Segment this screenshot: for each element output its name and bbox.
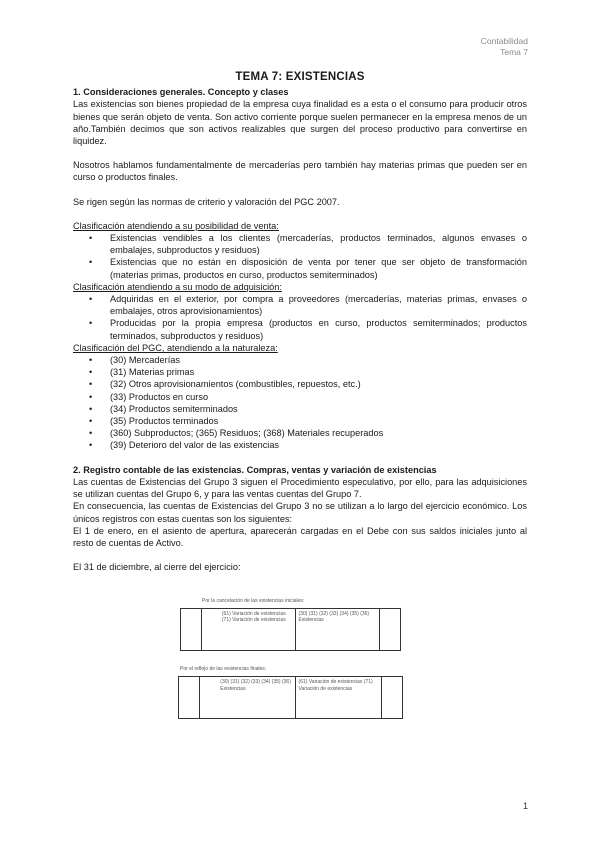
classification-acquisition-list: [73, 293, 527, 342]
list-item: • Existencias vendibles a los clientes (mercaderías, productos terminados, algunos envases o embalajes, subproductos y residuos): [73, 232, 527, 256]
classification-sale-title: Clasificación atendiendo a su posibilidad de venta:: [73, 220, 279, 231]
entry-credit: (61) Variación de existencias (71) Variación de existencias: [295, 677, 381, 719]
list-item: • (39) Deterioro del valor de las existencias: [73, 439, 527, 451]
entry-debit: (61) Variación de existencias (71) Variación de existencias: [201, 609, 295, 651]
classification-acquisition-title: Clasificación atendiendo a su modo de adquisición:: [73, 281, 282, 292]
classification-pgc-title: Clasificación del PGC, atendiendo a la naturaleza:: [73, 342, 278, 353]
journal-entries-figure: [180, 598, 420, 719]
entry-debit: (30) (31) (32) (33) (34) (35) (36) Existencias: [200, 677, 295, 719]
figure-caption-final: Por el reflejo de las existencias finales:: [180, 666, 267, 673]
page-number: 1: [522, 801, 528, 811]
section-2-paragraph-2: En consecuencia, las cuentas de Existencias del Grupo 3 no se utilizan a lo largo del ejercicio económico. Los únicos registros con estas cuentas son los siguientes:: [73, 501, 527, 524]
journal-entry-initial: [180, 608, 401, 651]
list-item: • (34) Productos semiterminados: [73, 403, 527, 415]
section-1-paragraph-2: Nosotros hablamos fundamentalmente de mercaderías pero también hay materias primas que pueden ser en curso o productos finales.: [73, 160, 527, 183]
section-2-paragraph-3: El 1 de enero, en el asiento de apertura, aparecerán cargadas en el Debe con sus saldos iniciales junto al resto de cuentas de Activo.: [73, 525, 527, 548]
journal-entry-final: [178, 676, 403, 719]
section-2-paragraph-4: El 31 de diciembre, al cierre del ejercicio:: [73, 562, 241, 573]
list-item: • (32) Otros aprovisionamientos (combustibles, repuestos, etc.): [73, 378, 527, 390]
list-item: • Producidas por la propia empresa (productos en curso, productos semiterminados; productos terminados, subproductos y residuos): [73, 317, 527, 341]
list-item: • (31) Materias primas: [73, 366, 527, 378]
list-item: • (35) Productos terminados: [73, 415, 527, 427]
list-item: • (33) Productos en curso: [73, 391, 527, 403]
section-2-paragraph-1: Las cuentas de Existencias del Grupo 3 siguen el Procedimiento especulativo, por ello, para las adquisiciones se utilizan cuentas del Grupo 6, y para las ventas cuentas del Grupo 7.: [73, 476, 527, 500]
figure-caption-initial: Por la cancelación de las existencias iniciales:: [202, 598, 305, 604]
section-1-paragraph-1: Las existencias son bienes propiedad de la empresa cuya finalidad es a esta o el consumo para producir otros bienes que serán objeto de venta. Son activo corriente porque suelen permanecer en la empresa menos de un año.También decimos que son activos realizables que surgen del proceso productivo para convertirse en liquidez.: [73, 99, 527, 147]
page-title: TEMA 7: EXISTENCIAS: [235, 71, 365, 83]
document-body: [73, 71, 527, 573]
page-header: [481, 36, 528, 58]
header-subject: Contabilidad: [480, 36, 528, 46]
list-item: • (360) Subproductos; (365) Residuos; (368) Materiales recuperados: [73, 427, 527, 439]
list-item: • (30) Mercaderías: [73, 354, 527, 366]
section-1-heading: 1. Consideraciones generales. Concepto y clases: [73, 87, 289, 98]
section-2-heading: 2. Registro contable de las existencias. Compras, ventas y variación de existencias: [73, 464, 437, 475]
list-item: • Adquiridas en el exterior, por compra a proveedores (mercaderías, materias primas, envases o embalajes, otros aprovisionamientos): [73, 293, 527, 317]
classification-sale-list: [73, 232, 527, 281]
entry-credit: (30) (31) (32) (33) (34) (35) (36) Existencias: [295, 609, 380, 651]
list-item: • Existencias que no están en disposición de venta por tener que ser objeto de transformación (materias primas, productos en curso, productos semiterminados): [73, 256, 527, 280]
header-topic: Tema 7: [500, 47, 528, 57]
classification-pgc-list: [73, 354, 527, 452]
section-1-paragraph-3: Se rigen según las normas de criterio y valoración del PGC 2007.: [73, 196, 340, 207]
